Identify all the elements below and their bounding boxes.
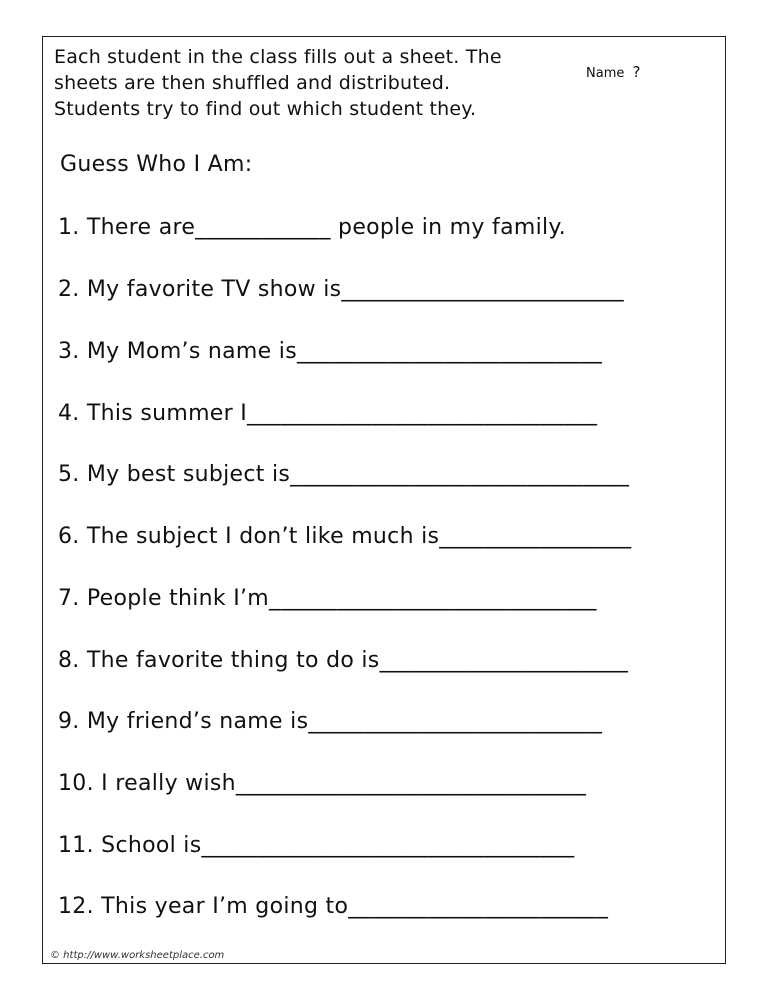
question-8: 8. The favorite thing to do is______________________ bbox=[58, 648, 629, 673]
instructions-line: Each student in the class fills out a sheet. The bbox=[54, 46, 502, 68]
question-11: 11. School is_________________________________ bbox=[58, 833, 575, 858]
question-10: 10. I really wish_______________________________ bbox=[58, 771, 587, 796]
name-field bbox=[586, 63, 640, 81]
instructions-paragraph bbox=[54, 44, 554, 122]
name-value: ? bbox=[632, 63, 641, 81]
instructions-line: Students try to find out which student they. bbox=[54, 98, 477, 120]
copyright-footer: © http://www.worksheetplace.com bbox=[50, 950, 225, 961]
question-2: 2. My favorite TV show is_________________________ bbox=[58, 277, 624, 302]
question-3: 3. My Mom’s name is___________________________ bbox=[58, 339, 603, 364]
question-5: 5. My best subject is______________________________ bbox=[58, 462, 630, 487]
question-9: 9. My friend’s name is__________________________ bbox=[58, 709, 603, 734]
question-7: 7. People think I’m_____________________________ bbox=[58, 586, 597, 611]
name-label: Name bbox=[586, 66, 625, 81]
question-12: 12. This year I’m going to_______________________ bbox=[58, 894, 609, 919]
question-1: 1. There are____________ people in my family. bbox=[58, 215, 566, 240]
instructions-line: sheets are then shuffled and distributed. bbox=[54, 72, 451, 94]
worksheet-title: Guess Who I Am: bbox=[60, 152, 253, 177]
question-4: 4. This summer I_______________________________ bbox=[58, 401, 598, 426]
question-6: 6. The subject I don’t like much is_________________ bbox=[58, 524, 632, 549]
